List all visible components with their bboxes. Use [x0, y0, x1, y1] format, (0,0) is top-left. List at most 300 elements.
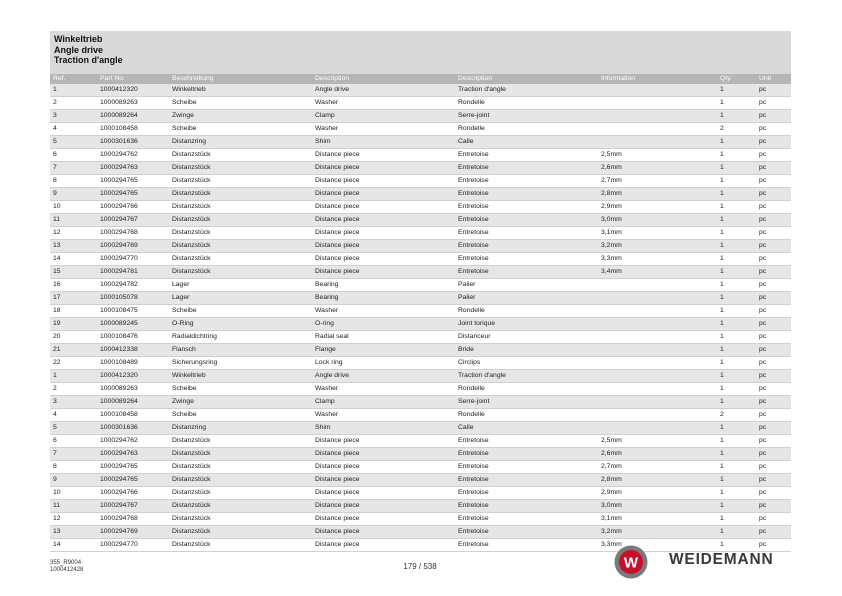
column-header-qty: Qty. — [717, 74, 756, 84]
table-row — [50, 201, 791, 214]
cell-information: 2,9mm — [601, 489, 622, 496]
cell-part-no: 1000294769 — [100, 242, 138, 249]
cell-part-no: 1000294768 — [100, 229, 138, 236]
cell-beschreibung: Distanzstück — [172, 502, 211, 509]
cell-information — [598, 422, 717, 435]
cell-qty: 1 — [720, 190, 724, 197]
cell-description-en: Radial seal — [315, 333, 349, 340]
cell-description-en: Washer — [315, 307, 339, 314]
cell-part-no: 1000294765 — [100, 190, 138, 197]
cell-qty: 1 — [720, 515, 724, 522]
table-row — [50, 370, 791, 383]
cell-unit: pc — [759, 138, 767, 145]
table-row — [50, 357, 791, 370]
cell-beschreibung: Distanzstück — [172, 528, 211, 535]
cell-beschreibung: Lager — [172, 281, 190, 288]
title-block — [50, 31, 791, 74]
cell-ref: 12 — [53, 229, 61, 236]
cell-unit: pc — [759, 450, 767, 457]
cell-part-no: 1000412338 — [100, 346, 138, 353]
cell-information: 3,2mm — [601, 242, 622, 249]
cell-unit: pc — [759, 255, 767, 262]
table-row — [50, 84, 791, 97]
cell-information: 2,5mm — [601, 151, 622, 158]
cell-ref: 13 — [53, 242, 61, 249]
cell-description-en: Distance piece — [315, 528, 360, 535]
cell-qty: 1 — [720, 151, 724, 158]
cell-ref: 17 — [53, 294, 61, 301]
title-french: Traction d'angle — [54, 55, 123, 65]
table-row — [50, 474, 791, 487]
cell-unit: pc — [759, 528, 767, 535]
cell-description-fr: Joint torique — [458, 320, 496, 327]
cell-description-en: Distance piece — [315, 489, 360, 496]
cell-unit: pc — [759, 86, 767, 93]
table-row — [50, 383, 791, 396]
cell-ref: 7 — [53, 164, 57, 171]
cell-qty: 1 — [720, 229, 724, 236]
cell-description-en: Distance piece — [315, 203, 360, 210]
cell-beschreibung: Distanzstück — [172, 242, 211, 249]
cell-qty: 1 — [720, 424, 724, 431]
cell-unit: pc — [759, 489, 767, 496]
cell-description-en: Bearing — [315, 294, 339, 301]
cell-ref: 1 — [53, 372, 57, 379]
table-row — [50, 448, 791, 461]
table-row — [50, 136, 791, 149]
cell-part-no: 1000294762 — [100, 151, 138, 158]
cell-information: 2,6mm — [601, 450, 622, 457]
cell-information: 2,7mm — [601, 177, 622, 184]
cell-description-en: Angle drive — [315, 372, 350, 379]
cell-beschreibung: Zwinge — [172, 398, 194, 405]
cell-information: 3,0mm — [601, 216, 622, 223]
cell-information: 3,1mm — [601, 229, 622, 236]
cell-unit: pc — [759, 151, 767, 158]
cell-information — [598, 136, 717, 149]
cell-beschreibung: Distanzstück — [172, 450, 211, 457]
cell-qty: 1 — [720, 242, 724, 249]
cell-description-en: Distance piece — [315, 268, 360, 275]
cell-beschreibung: Winkeltrieb — [172, 86, 206, 93]
column-header-ref: Ref. — [50, 74, 97, 84]
table-row — [50, 396, 791, 409]
cell-information: 3,3mm — [601, 255, 622, 262]
cell-description-fr: Entretoise — [458, 177, 489, 184]
table-row — [50, 214, 791, 227]
cell-unit: pc — [759, 164, 767, 171]
cell-ref: 18 — [53, 307, 61, 314]
cell-beschreibung: O-Ring — [172, 320, 194, 327]
cell-description-fr: Entretoise — [458, 242, 489, 249]
cell-ref: 14 — [53, 541, 61, 548]
table-row — [50, 123, 791, 136]
cell-description-fr: Serre-joint — [458, 398, 490, 405]
table-row — [50, 461, 791, 474]
title-english: Angle drive — [54, 44, 104, 55]
cell-unit: pc — [759, 515, 767, 522]
cell-beschreibung: Scheibe — [172, 307, 197, 314]
cell-ref: 6 — [53, 437, 57, 444]
cell-description-fr: Entretoise — [458, 541, 489, 548]
cell-description-fr: Traction d'angle — [458, 86, 506, 93]
logo-letter: W — [623, 554, 639, 572]
cell-beschreibung: Flansch — [172, 346, 196, 353]
cell-part-no: 1000108489 — [100, 359, 138, 366]
cell-beschreibung: Zwinge — [172, 112, 194, 119]
cell-qty: 1 — [720, 138, 724, 145]
cell-qty: 1 — [720, 541, 724, 548]
cell-beschreibung: Scheibe — [172, 125, 197, 132]
cell-description-en: Distance piece — [315, 476, 360, 483]
table-row — [50, 227, 791, 240]
cell-beschreibung: Distanzring — [172, 138, 206, 145]
cell-part-no: 1000294768 — [100, 515, 138, 522]
cell-part-no: 1000294767 — [100, 502, 138, 509]
cell-description-en: Distance piece — [315, 229, 360, 236]
cell-ref: 20 — [53, 333, 61, 340]
cell-ref: 2 — [53, 385, 57, 392]
cell-ref: 14 — [53, 255, 61, 262]
table-row — [50, 331, 791, 344]
cell-qty: 1 — [720, 320, 724, 327]
cell-information — [598, 123, 717, 136]
table-row — [50, 279, 791, 292]
cell-description-fr: Rondelle — [458, 307, 485, 314]
cell-unit: pc — [759, 177, 767, 184]
cell-unit: pc — [759, 372, 767, 379]
cell-information — [598, 331, 717, 344]
cell-unit: pc — [759, 242, 767, 249]
cell-description-en: Lock ring — [315, 359, 343, 366]
cell-unit: pc — [759, 125, 767, 132]
cell-part-no: 1000294781 — [100, 268, 138, 275]
cell-ref: 8 — [53, 177, 57, 184]
cell-qty: 2 — [720, 411, 724, 418]
cell-description-fr: Rondelle — [458, 125, 485, 132]
table-row — [50, 240, 791, 253]
cell-ref: 10 — [53, 489, 61, 496]
cell-qty: 1 — [720, 346, 724, 353]
cell-information — [598, 318, 717, 331]
table-row — [50, 253, 791, 266]
cell-beschreibung: Distanzstück — [172, 541, 211, 548]
cell-qty: 1 — [720, 216, 724, 223]
cell-ref: 9 — [53, 476, 57, 483]
parts-table — [50, 74, 791, 552]
table-row — [50, 162, 791, 175]
cell-part-no: 1000089264 — [100, 398, 138, 405]
cell-description-fr: Rondelle — [458, 99, 485, 106]
cell-qty: 1 — [720, 294, 724, 301]
cell-qty: 1 — [720, 99, 724, 106]
cell-description-en: Distance piece — [315, 190, 360, 197]
cell-qty: 1 — [720, 385, 724, 392]
cell-qty: 1 — [720, 489, 724, 496]
cell-part-no: 1000294766 — [100, 489, 138, 496]
cell-information — [598, 292, 717, 305]
cell-ref: 8 — [53, 463, 57, 470]
cell-description-fr: Entretoise — [458, 255, 489, 262]
cell-ref: 5 — [53, 138, 57, 145]
cell-beschreibung: Scheibe — [172, 411, 197, 418]
column-header-beschreibung: Beschreibung — [169, 74, 312, 84]
cell-qty: 1 — [720, 463, 724, 470]
cell-qty: 1 — [720, 255, 724, 262]
brand-name: WEIDEMANN — [669, 551, 774, 568]
cell-description-fr: Serre-joint — [458, 112, 490, 119]
cell-description-en: Distance piece — [315, 151, 360, 158]
cell-description-fr: Entretoise — [458, 476, 489, 483]
cell-ref: 2 — [53, 99, 57, 106]
cell-description-fr: Calle — [458, 424, 474, 431]
cell-ref: 15 — [53, 268, 61, 275]
cell-beschreibung: Distanzring — [172, 424, 206, 431]
cell-unit: pc — [759, 281, 767, 288]
cell-information — [598, 409, 717, 422]
cell-beschreibung: Distanzstück — [172, 255, 211, 262]
cell-beschreibung: Distanzstück — [172, 216, 211, 223]
cell-unit: pc — [759, 385, 767, 392]
cell-unit: pc — [759, 476, 767, 483]
cell-description-fr: Entretoise — [458, 489, 489, 496]
cell-part-no: 1000412320 — [100, 86, 138, 93]
cell-beschreibung: Distanzstück — [172, 268, 211, 275]
cell-description-en: Shim — [315, 424, 331, 431]
cell-information: 2,8mm — [601, 190, 622, 197]
cell-part-no: 1000089263 — [100, 99, 138, 106]
cell-ref: 1 — [53, 86, 57, 93]
table-row — [50, 110, 791, 123]
cell-beschreibung: Radialdichtring — [172, 333, 217, 340]
document-code: 355_R9004 — [50, 560, 82, 566]
cell-ref: 3 — [53, 398, 57, 405]
cell-description-en: Distance piece — [315, 541, 360, 548]
cell-qty: 1 — [720, 268, 724, 275]
title-german: Winkeltrieb — [54, 34, 103, 44]
table-header-row — [50, 74, 791, 84]
cell-beschreibung: Scheibe — [172, 385, 197, 392]
cell-unit: pc — [759, 398, 767, 405]
cell-description-fr: Entretoise — [458, 190, 489, 197]
cell-description-en: Clamp — [315, 398, 335, 405]
cell-ref: 4 — [53, 411, 57, 418]
table-row — [50, 188, 791, 201]
cell-description-en: O-ring — [315, 320, 334, 327]
cell-beschreibung: Distanzstück — [172, 463, 211, 470]
table-row — [50, 435, 791, 448]
document-number: 1000412428 — [50, 567, 84, 573]
parts-table-body — [50, 84, 791, 552]
cell-description-en: Distance piece — [315, 177, 360, 184]
cell-unit: pc — [759, 216, 767, 223]
cell-ref: 10 — [53, 203, 61, 210]
cell-qty: 1 — [720, 372, 724, 379]
cell-beschreibung: Lager — [172, 294, 190, 301]
cell-unit: pc — [759, 203, 767, 210]
cell-beschreibung: Distanzstück — [172, 177, 211, 184]
cell-unit: pc — [759, 437, 767, 444]
cell-unit: pc — [759, 229, 767, 236]
table-row — [50, 344, 791, 357]
cell-part-no: 1000294765 — [100, 463, 138, 470]
cell-information — [598, 344, 717, 357]
cell-description-en: Distance piece — [315, 216, 360, 223]
cell-qty: 1 — [720, 164, 724, 171]
cell-part-no: 1000294770 — [100, 541, 138, 548]
cell-information: 2,5mm — [601, 437, 622, 444]
cell-description-en: Washer — [315, 99, 339, 106]
cell-ref: 11 — [53, 502, 61, 509]
cell-ref: 16 — [53, 281, 61, 288]
cell-qty: 1 — [720, 398, 724, 405]
cell-part-no: 1000294765 — [100, 177, 138, 184]
cell-information — [598, 279, 717, 292]
cell-description-fr: Distanceur — [458, 333, 491, 340]
cell-information — [598, 383, 717, 396]
cell-description-fr: Entretoise — [458, 463, 489, 470]
cell-description-en: Flange — [315, 346, 336, 353]
table-row — [50, 305, 791, 318]
cell-beschreibung: Distanzstück — [172, 476, 211, 483]
cell-ref: 19 — [53, 320, 61, 327]
cell-unit: pc — [759, 411, 767, 418]
cell-part-no: 1000294763 — [100, 164, 138, 171]
cell-description-fr: Circlips — [458, 359, 481, 366]
cell-description-en: Washer — [315, 385, 339, 392]
cell-unit: pc — [759, 502, 767, 509]
cell-description-fr: Entretoise — [458, 216, 489, 223]
cell-part-no: 1000294762 — [100, 437, 138, 444]
column-header-description-fr: Description — [455, 74, 598, 84]
cell-description-fr: Palier — [458, 281, 476, 288]
cell-information: 2,6mm — [601, 164, 622, 171]
cell-qty: 1 — [720, 112, 724, 119]
cell-unit: pc — [759, 320, 767, 327]
table-row — [50, 422, 791, 435]
cell-qty: 1 — [720, 177, 724, 184]
column-header-unit: Unit — [756, 74, 791, 84]
cell-qty: 1 — [720, 86, 724, 93]
cell-information: 3,0mm — [601, 502, 622, 509]
cell-description-fr: Entretoise — [458, 203, 489, 210]
cell-beschreibung: Distanzstück — [172, 151, 211, 158]
cell-description-fr: Entretoise — [458, 164, 489, 171]
cell-qty: 1 — [720, 476, 724, 483]
cell-information — [598, 84, 717, 97]
cell-part-no: 1000108476 — [100, 333, 138, 340]
cell-beschreibung: Distanzstück — [172, 437, 211, 444]
cell-description-en: Distance piece — [315, 502, 360, 509]
cell-unit: pc — [759, 99, 767, 106]
cell-description-fr: Rondelle — [458, 385, 485, 392]
cell-ref: 13 — [53, 528, 61, 535]
cell-unit: pc — [759, 346, 767, 353]
cell-qty: 2 — [720, 125, 724, 132]
cell-qty: 1 — [720, 203, 724, 210]
cell-information: 2,9mm — [601, 203, 622, 210]
cell-qty: 1 — [720, 333, 724, 340]
cell-description-fr: Palier — [458, 294, 476, 301]
cell-unit: pc — [759, 190, 767, 197]
cell-qty: 1 — [720, 528, 724, 535]
cell-description-fr: Entretoise — [458, 268, 489, 275]
column-header-part-no: Part No. — [97, 74, 169, 84]
cell-description-fr: Calle — [458, 138, 474, 145]
cell-description-en: Washer — [315, 411, 339, 418]
cell-ref: 6 — [53, 151, 57, 158]
cell-part-no: 1000294765 — [100, 476, 138, 483]
cell-qty: 1 — [720, 450, 724, 457]
cell-part-no: 1000412320 — [100, 372, 138, 379]
cell-unit: pc — [759, 268, 767, 275]
cell-description-en: Washer — [315, 125, 339, 132]
cell-part-no: 1000294766 — [100, 203, 138, 210]
cell-ref: 5 — [53, 424, 57, 431]
cell-part-no: 1000294770 — [100, 255, 138, 262]
cell-part-no: 1000105078 — [100, 294, 138, 301]
cell-unit: pc — [759, 112, 767, 119]
cell-information — [598, 396, 717, 409]
cell-ref: 21 — [53, 346, 61, 353]
cell-beschreibung: Winkeltrieb — [172, 372, 206, 379]
cell-unit: pc — [759, 359, 767, 366]
cell-part-no: 1000089264 — [100, 112, 138, 119]
cell-description-fr: Entretoise — [458, 528, 489, 535]
cell-unit: pc — [759, 463, 767, 470]
cell-ref: 22 — [53, 359, 61, 366]
cell-part-no: 1000294782 — [100, 281, 138, 288]
cell-beschreibung: Distanzstück — [172, 515, 211, 522]
table-row — [50, 266, 791, 279]
cell-beschreibung: Distanzstück — [172, 489, 211, 496]
cell-qty: 1 — [720, 307, 724, 314]
cell-ref: 12 — [53, 515, 61, 522]
cell-beschreibung: Distanzstück — [172, 164, 211, 171]
cell-description-en: Clamp — [315, 112, 335, 119]
cell-information: 2,7mm — [601, 463, 622, 470]
table-row — [50, 409, 791, 422]
cell-information — [598, 110, 717, 123]
cell-description-fr: Bride — [458, 346, 474, 353]
table-row — [50, 292, 791, 305]
cell-description-fr: Traction d'angle — [458, 372, 506, 379]
table-row — [50, 487, 791, 500]
table-row — [50, 318, 791, 331]
cell-part-no: 1000108458 — [100, 411, 138, 418]
cell-information: 3,3mm — [601, 541, 622, 548]
cell-beschreibung: Distanzstück — [172, 190, 211, 197]
table-row — [50, 175, 791, 188]
column-header-description-en: Description — [312, 74, 455, 84]
column-header-information: Information — [598, 74, 717, 84]
cell-part-no: 1000294769 — [100, 528, 138, 535]
cell-part-no: 1000089245 — [100, 320, 138, 327]
table-row — [50, 539, 791, 552]
cell-description-en: Distance piece — [315, 164, 360, 171]
table-row — [50, 500, 791, 513]
cell-description-fr: Entretoise — [458, 229, 489, 236]
cell-description-fr: Rondelle — [458, 411, 485, 418]
cell-part-no: 1000301636 — [100, 138, 138, 145]
cell-unit: pc — [759, 424, 767, 431]
cell-information: 2,8mm — [601, 476, 622, 483]
footer-document-code — [50, 560, 83, 574]
cell-beschreibung: Distanzstück — [172, 229, 211, 236]
cell-description-fr: Entretoise — [458, 437, 489, 444]
cell-unit: pc — [759, 294, 767, 301]
cell-information: 3,2mm — [601, 528, 622, 535]
